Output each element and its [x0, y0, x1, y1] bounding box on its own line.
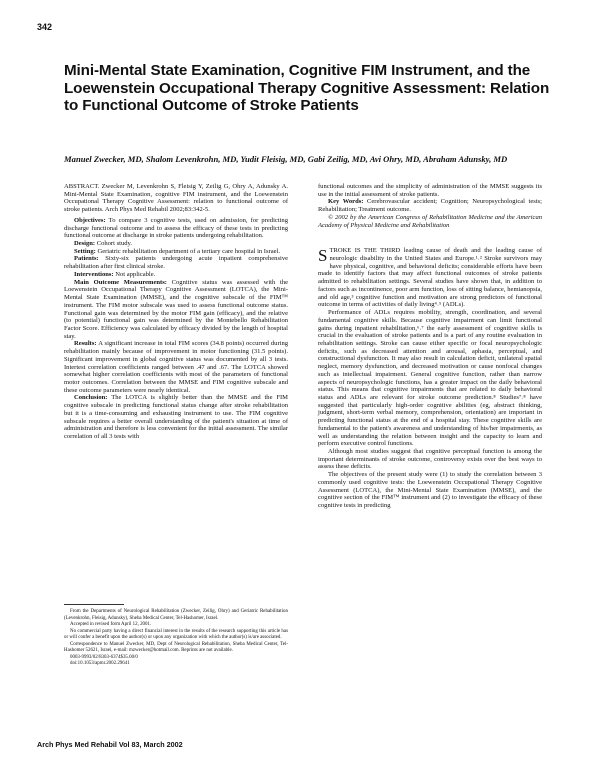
footnote-conflict: No commercial party having a direct financial interest in the results of the research supporting this article has or will confer a benefit upon the author(s) or upon any organization with which the author(s) is/are associated. — [64, 628, 288, 641]
running-footer: Arch Phys Med Rehabil Vol 83, March 2002 — [37, 740, 183, 749]
results-text: A significant increase in total FIM scores (34.8 points) occurred during rehabilitation mainly because of improvement in motor functioning (31.5 points). Significant improvement in global cognitive status was documented by all 3 tests. Intertest correlation coefficients ranged between .47 and .67. The LOTCA showed somewhat higher correlation coefficients with most of the parameters of functional motor outcomes. Correlation between the MMSE and FIM cognitive subscale and these outcome parameters were nearly identical. — [64, 340, 288, 394]
patients-text: Sixty-six patients undergoing acute inpatient comprehensive rehabilitation after first clinical stroke. — [64, 255, 289, 271]
body-paragraph-3: Although most studies suggest that cognitive perceptual function is among the important determinants of stroke outcome, controversy exists over the best ways to assess these deficits. — [318, 448, 542, 471]
body-paragraph-1-text: leading cause of death and the leading cause of neurologic disability in the United States and Europe.¹˒² Stroke survivors may have physical, cognitive, and behavioral deficits; considerable efforts have been made to identify factors that may affect functional outcomes of stroke patients admitted to rehabilitation settings. Several studies have shown that, in addition to factors such as incontinence, poor arm function, loss of sitting balance, hemianopsia, and old age,³ cognitive function and motivation are strong predictors of functional outcome in terms of activities of daily living⁴˒⁵ (ADLs). — [318, 247, 543, 309]
results-label: Results: — [74, 340, 97, 348]
conclusion-label: Conclusion: — [74, 394, 108, 402]
footnote-accepted: Accepted in revised form April 12, 2001. — [70, 622, 152, 628]
lead-in-caps: TROKE IS THE THIRD — [329, 247, 401, 255]
footnote-divider — [64, 604, 124, 605]
abstract-intro: ABSTRACT. Zwecker M, Levenkrohn S, Fleisig Y, Zeilig G, Ohry A, Adunsky A. Mini-Mental State Examination, cognitive FIM instrument, and the Loewenstein Occupational Therapy Cognitive Assessment: relation to functional outcome of stroke patients. Arch Phys Med Rehabil 2002;83:342-5. — [64, 183, 288, 214]
interventions-text: Not applicable. — [115, 270, 156, 278]
abstract-setting — [64, 248, 288, 256]
keywords-text: Cerebrovascular accident; Cognition; Neuropsychological tests; Rehabilitation; Treatment outcome. — [318, 198, 543, 214]
drop-cap: S — [318, 246, 328, 266]
objectives-text: To compare 3 cognitive tests, used on admission, for predicting discharge functional outcome and to assess the efficacy of these tests in predicting functional outcome at discharge in stroke patients undergoing rehabilitation. — [64, 216, 288, 240]
setting-text: Geriatric rehabilitation department of a tertiary care hospital in Israel. — [97, 247, 280, 255]
conclusion-text: The LOTCA is slightly better than the MMSE and the FIM cognitive subscale in predicting functional status change after stroke rehabilitation but it is a time-consuming and exhausting instrument to use. The FIM cognitive subscale requires a better overall understanding of the patient's situation at time of administration and therefore is less convenient for the initial assessment. The similar correlation of all 3 tests with — [64, 394, 288, 440]
abstract-conclusion-cont: functional outcomes and the simplicity of administration of the MMSE suggests its use in the initial assessment of stroke patients. — [318, 183, 542, 198]
abstract-results — [64, 340, 288, 394]
setting-label: Setting: — [74, 247, 96, 255]
measures-text: Cognitive status was assessed with the Loewenstein Occupational Therapy Cognitive Assessment (LOTCA), the Mini-Mental State Examination (MMSE), and the cognitive subscale of the FIM™ instrument. The FIM motor subscale was used to assess functional outcome status. Functional gain was determined by the motor FIM gain (efficacy), and the relative (to potential) functional gain was determined by the Montebello Rehabilitation Factor Score. Efficiency was calculated by efficacy divided by the length of hospital stay. — [64, 278, 288, 340]
footnote-affiliation: From the Departments of Neurological Rehabilitation (Zwecker, Zeilig, Ohry) and Geriatric Rehabilitation (Levenkrohn, Fleisig, Adunsky), Sheba Medical Center, Tel-Hashomer, Israel. — [64, 609, 288, 621]
footnote-correspondence: Correspondence to Manuel Zwecker, MD, Dept of Neurological Rehabilitation, Sheba Medical Center, Tel-Hashomer 52621, Israel, e-mail: mzwecker@hotmail.com. Reprints are not available. — [64, 641, 288, 654]
interventions-label: Interventions: — [74, 270, 114, 278]
abstract-patients — [64, 255, 288, 270]
keywords-label: Key Words: — [328, 198, 364, 206]
body-paragraph-2: Performance of ADLs requires mobility, strength, coordination, and several fundamental cognitive skills. Because cognitive impairment can limit functional gains during inpatient rehabilitation,⁶˒⁷ the early assessment of cognitive skills is crucial in the evaluation of stroke patients and is a part of any routine evaluation in rehabilitation settings. Stroke can cause either specific or focal neuropsychologic deficits, such as decreased attention and arousal, aphasia, perceptual, and constructional dysfunction. It may also result in calculation deficit, unilateral spatial neglect, memory dysfunction, and decreased motivation or cause nonfocal changes such as intellectual impairment. General cognitive function, rather than narrow aspects of neuropsychologic functions, has a greater impact on the daily behavioral status. This means that cognitive impairments that are related to daily behavioral status and ADLs are relevant for stroke outcome prediction.⁸ Studies⁷˒⁸ have suggested that particularly high-order cognitive abilities (eg, abstract thinking, judgment, short-term verbal memory, comprehension, orientation) are important in predicting functional status at the end of a hospital stay. These cognitive skills are fundamental to the patient's awareness and understanding of his/her impairments, as well as understanding the relation between insight and the capacity to learn and perform executive control functions. — [318, 309, 542, 448]
right-column — [318, 183, 542, 510]
measures-label: Main Outcome Measurements: — [74, 278, 167, 286]
footnotes — [64, 609, 288, 668]
body-paragraph-4: The objectives of the present study were (1) to study the correlation between 3 commonly used cognitive tests: the Loewenstein Occupational Therapy Cognitive Assessment (LOTCA), the Mini-Mental State Examination (MMSE), and the cognitive section of the FIM™ instrument and (2) to investigate the efficacy of these cognitive tests in predicting — [318, 471, 542, 510]
page-number: 342 — [37, 22, 53, 32]
design-label: Design: — [74, 240, 96, 248]
abstract-conclusion — [64, 394, 288, 440]
abstract-measures — [64, 279, 288, 341]
footnote-doi: doi:10.1053/apmr.2002.29641 — [70, 661, 130, 667]
patients-label: Patients: — [74, 255, 99, 263]
body-paragraph-1 — [318, 247, 542, 309]
copyright-notice: © 2002 by the American Congress of Rehabilitation Medicine and the American Academy of Physical Medicine and Rehabilitation — [318, 213, 542, 229]
abstract-design — [64, 240, 288, 248]
objectives-label: Objectives: — [74, 216, 106, 224]
abstract-keywords — [318, 198, 542, 213]
design-text: Cohort study. — [96, 240, 132, 248]
abstract-interventions — [64, 271, 288, 279]
article-title: Mini-Mental State Examination, Cognitive FIM Instrument, and the Loewenstein Occupational Therapy Cognitive Assessment: Relation to Functional Outcome of Stroke Patients — [64, 62, 550, 115]
abstract-objectives — [64, 217, 288, 240]
author-list: Manuel Zwecker, MD, Shalom Levenkrohn, MD, Yudit Fleisig, MD, Gabi Zeilig, MD, Avi Ohry, MD, Abraham Adunsky, MD — [64, 154, 508, 164]
footnote-issn: 0003-9993/02/8303-6374$35.00/0 — [70, 654, 138, 660]
left-column — [64, 183, 288, 441]
